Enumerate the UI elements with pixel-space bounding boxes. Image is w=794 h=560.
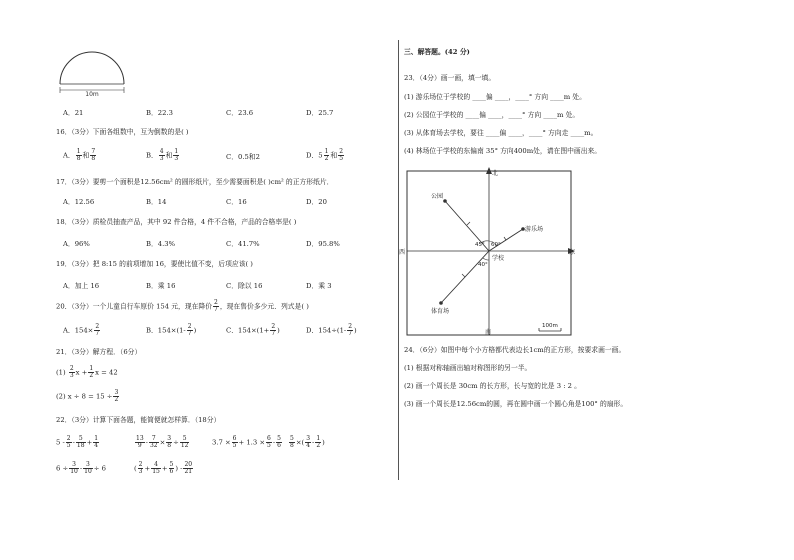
- q20-option-b: B．154×(1- $\frac{2}{7}$ ): [146, 323, 197, 337]
- q15-option-a: A．21: [63, 109, 84, 117]
- q17-stem: 17．（3分）要剪一个面积是12.56cm² 的圆形纸片，至少需要面积是( )cm² 的正方形纸片．: [56, 178, 334, 186]
- q19-option-c: C．除以 16: [226, 282, 263, 290]
- section-3-heading: 三、解答题。(42 分): [404, 48, 470, 56]
- label-east: 东: [569, 249, 576, 256]
- scale-label: 100m: [542, 323, 558, 329]
- label-school: 学校: [492, 255, 505, 262]
- q19-option-b: B．乘 16: [146, 282, 176, 290]
- label-angle-45: 45°: [475, 242, 485, 248]
- q16-option-d: D．5 $\frac{1}{2}$ 和 $\frac{2}{5}$: [306, 148, 344, 162]
- q22-expr-5: 6 ÷ $\frac{3}{10}$ - $\frac{3}{10}$ ÷ 6: [56, 461, 106, 475]
- q23-line-4: (4) 林场位于学校的东偏南 35° 方向400m处，请在图中画出来。: [404, 147, 602, 155]
- q18-option-a: A．96%: [63, 240, 90, 248]
- q22-stem: 22．（3分）计算下面各题，能简便就怎样算．（18分）: [56, 416, 221, 424]
- semicircle-figure: [52, 46, 132, 98]
- q23-line-3: (3) 从体育场去学校，要往 ____偏 ____，____° 方向走 ____m。: [404, 129, 598, 137]
- park-point: [443, 199, 447, 203]
- q22-expr-4: $\frac{5}{8}$ ×( $\frac{3}{4}$ - $\frac{1}{2}$ ): [290, 435, 325, 449]
- q21-equation-2: (2) x ÷ 8 = 15 ÷ $\frac{3}{2}$: [56, 389, 119, 403]
- q21-stem: 21．（3分）解方程．（6分）: [56, 348, 142, 356]
- q20-option-a: A．154× $\frac{2}{7}$: [63, 323, 100, 337]
- q17-option-c: C．16: [226, 198, 247, 206]
- q20-option-c: C．154×(1+ $\frac{2}{7}$ ): [226, 323, 280, 337]
- label-park: 公园: [431, 193, 444, 200]
- q16-option-c: C．0.5和2: [226, 153, 260, 161]
- q21-equation-1: (1) $\frac{2}{3}$ x + $\frac{1}{2}$ x = 42: [56, 365, 118, 379]
- q15-option-d: D．25.7: [306, 109, 334, 117]
- q24-line-2: (2) 画一个周长是 30cm 的长方形，长与宽的比是 3 : 2 。: [404, 382, 581, 390]
- q15-option-c: C．23.6: [226, 109, 254, 117]
- column-divider: [398, 40, 399, 480]
- label-angle-60: 60°: [491, 242, 501, 248]
- q16-stem: 16．（3分）下面各组数中，互为倒数的是( ): [56, 128, 189, 136]
- q20-stem: 20．（3分）一个儿童自行车原价 154 元，现在降价 $\frac{2}{7}$ ，现在售价多少元．列式是( ): [56, 299, 309, 313]
- q17-option-b: B．14: [146, 198, 167, 206]
- q18-option-b: B．4.3%: [146, 240, 176, 248]
- q18-option-c: C．41.7%: [226, 240, 260, 248]
- gym-point: [439, 301, 443, 305]
- q18-stem: 18．（3分）质检员抽查产品，其中 92 件合格，4 件不合格，产品的合格率是( ): [56, 218, 297, 226]
- q17-option-d: D．20: [306, 198, 327, 206]
- q18-option-d: D．95.8%: [306, 240, 340, 248]
- q19-option-d: D．乘 3: [306, 282, 332, 290]
- q22-expr-6: ( $\frac{2}{3}$ + $\frac{4}{15}$ + $\frac{5}{6}$ ) - $\frac{20}{21}$: [134, 461, 193, 475]
- label-gym: 体育场: [431, 308, 450, 315]
- q24-stem: 24．（6分）如图中每个小方格都代表边长1cm的正方形，按要求画一画。: [404, 346, 626, 354]
- q24-line-3: (3) 画一个周长是12.56cm的圆，再在圆中画一个圆心角是100° 的扇形。: [404, 400, 628, 408]
- q23-line-1: (1) 游乐场位于学校的 ____偏 ____，____° 方向 ____m 处。: [404, 93, 586, 101]
- q22-expr-3: 3.7 × $\frac{6}{5}$ + 1.3 × $\frac{6}{5}$ - $\frac{5}{6}$: [212, 435, 281, 449]
- q15-option-b: B．22.3: [146, 109, 173, 117]
- q24-line-1: (1) 根据对称轴画出轴对称图形的另一半。: [404, 364, 532, 372]
- direction-map: [399, 165, 576, 340]
- q16-option-a: A． $\frac{1}{8}$ 和 $\frac{7}{8}$: [63, 148, 96, 162]
- label-west: 西: [399, 249, 406, 256]
- label-north: 北: [492, 170, 499, 177]
- q22-expr-1: 5 - $\frac{2}{5}$ - $\frac{5}{18}$ + $\frac{1}{4}$: [56, 435, 99, 449]
- label-amusement: 游乐场: [525, 226, 544, 233]
- q17-option-a: A．12.56: [63, 198, 95, 206]
- label-angle-40: 40°: [478, 262, 488, 268]
- q20-option-d: D．154÷(1- $\frac{2}{7}$ ): [306, 323, 357, 337]
- q22-expr-2: $\frac{13}{9}$ - $\frac{7}{32}$ × $\frac{3}{8}$ ÷ $\frac{5}{12}$: [136, 435, 189, 449]
- q19-stem: 19．（3分）把 8:15 的前项增加 16，要使比值不变，后项应该( ): [56, 260, 253, 268]
- label-south: 南: [485, 329, 492, 336]
- q16-option-b: B． $\frac{4}{3}$ 和 $\frac{1}{3}$: [146, 148, 179, 162]
- q23-stem: 23．（4分）画一画，填一填。: [404, 74, 496, 82]
- q19-option-a: A．加上 16: [63, 282, 100, 290]
- semicircle-label: 10m: [85, 91, 99, 98]
- q23-line-2: (2) 公园位于学校的 ____偏 ____，____° 方向 ____m 处。: [404, 111, 580, 119]
